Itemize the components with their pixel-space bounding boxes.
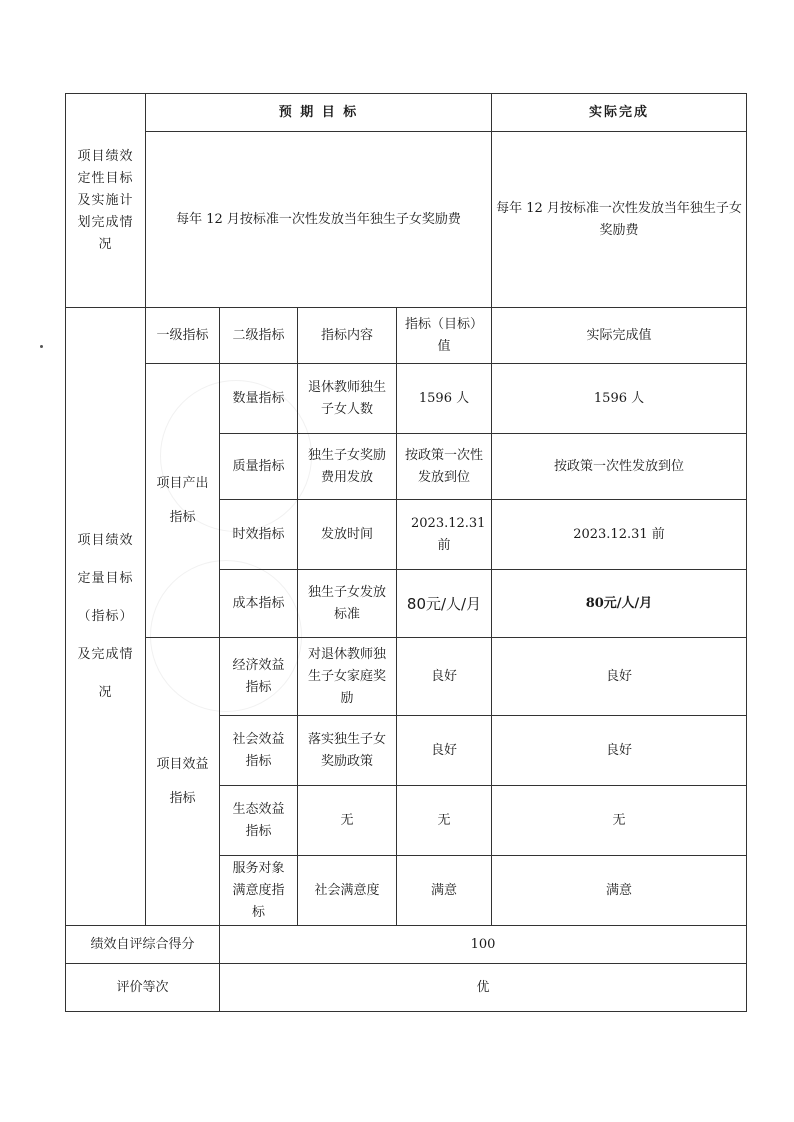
actual-value-header: 实际完成值 xyxy=(492,308,747,364)
actual-cell: 无 xyxy=(492,786,747,856)
target-cell: 80元/人/月 xyxy=(397,570,492,638)
level2-cell: 数量指标 xyxy=(220,364,298,434)
level2-cell: 成本指标 xyxy=(220,570,298,638)
target-cell: 良好 xyxy=(397,716,492,786)
expected-goal-header: 预 期 目 标 xyxy=(146,94,492,132)
content-cell: 对退休教师独生子女家庭奖励 xyxy=(298,638,397,716)
target-cell: 1596 人 xyxy=(397,364,492,434)
grade-value: 优 xyxy=(220,964,747,1012)
actual-cell: 80元/人/月 xyxy=(492,570,747,638)
target-cell: 良好 xyxy=(397,638,492,716)
content-header: 指标内容 xyxy=(298,308,397,364)
content-cell: 落实独生子女奖励政策 xyxy=(298,716,397,786)
target-value-header: 指标（目标）值 xyxy=(397,308,492,364)
actual-cell: 1596 人 xyxy=(492,364,747,434)
content-cell: 独生子女发放标准 xyxy=(298,570,397,638)
level1-header: 一级指标 xyxy=(146,308,220,364)
overall-score-label: 绩效自评综合得分 xyxy=(66,926,220,964)
content-cell: 退休教师独生子女人数 xyxy=(298,364,397,434)
target-cell: 满意 xyxy=(397,856,492,926)
actual-cell: 按政策一次性发放到位 xyxy=(492,434,747,500)
performance-evaluation-table xyxy=(65,93,747,1012)
level2-cell: 服务对象满意度指标 xyxy=(220,856,298,926)
actual-cell: 良好 xyxy=(492,716,747,786)
level2-cell: 经济效益指标 xyxy=(220,638,298,716)
benefit-indicator-group: 项目效益指标 xyxy=(146,638,220,926)
content-cell: 独生子女奖励费用发放 xyxy=(298,434,397,500)
content-cell: 社会满意度 xyxy=(298,856,397,926)
goals-section-label: 项目绩效定性目标及实施计划完成情况 xyxy=(66,94,146,308)
actual-cell: 2023.12.31 前 xyxy=(492,500,747,570)
expected-goal-text: 每年 12 月按标准一次性发放当年独生子女奖励费 xyxy=(146,132,492,308)
level2-cell: 时效指标 xyxy=(220,500,298,570)
level2-cell: 社会效益指标 xyxy=(220,716,298,786)
actual-completion-text: 每年 12 月按标准一次性发放当年独生子女奖励费 xyxy=(492,132,747,308)
content-cell: 发放时间 xyxy=(298,500,397,570)
level2-cell: 质量指标 xyxy=(220,434,298,500)
grade-label: 评价等次 xyxy=(66,964,220,1012)
target-cell: 无 xyxy=(397,786,492,856)
output-indicator-group: 项目产出指标 xyxy=(146,364,220,638)
table-row xyxy=(66,638,747,716)
target-cell: 按政策一次性发放到位 xyxy=(397,434,492,500)
level2-header: 二级指标 xyxy=(220,308,298,364)
actual-cell: 良好 xyxy=(492,638,747,716)
target-cell: 2023.12.31 前 xyxy=(397,500,492,570)
table-row xyxy=(66,364,747,434)
indicators-section-label: 项目绩效定量目标（指标）及完成情况 xyxy=(66,308,146,926)
overall-score-value: 100 xyxy=(220,926,747,964)
actual-completion-header: 实际完成 xyxy=(492,94,747,132)
actual-cell: 满意 xyxy=(492,856,747,926)
content-cell: 无 xyxy=(298,786,397,856)
level2-cell: 生态效益指标 xyxy=(220,786,298,856)
scan-dot xyxy=(40,345,43,348)
